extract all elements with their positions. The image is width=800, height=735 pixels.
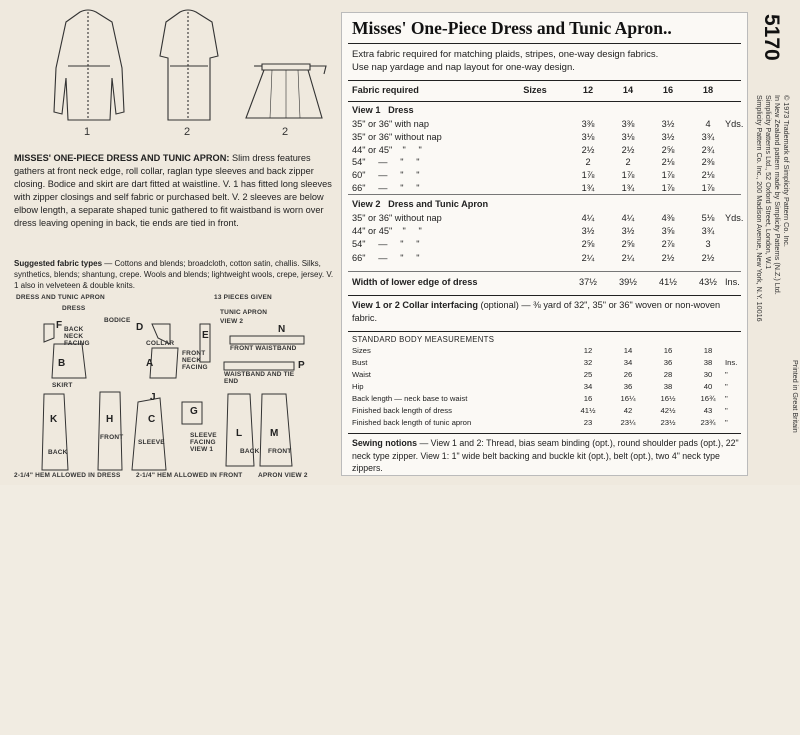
rule-header (348, 101, 741, 102)
row-label: Finished back length of dress (352, 406, 452, 415)
row-value: 2⅛ (661, 157, 675, 168)
width-lower-edge-label: Width of lower edge of dress (352, 277, 478, 287)
row-unit: " (725, 382, 728, 391)
sizes-label: Sizes (523, 85, 547, 95)
table-row (352, 394, 742, 406)
pattern-title: Misses' One-Piece Dress and Tunic Apron.. (352, 18, 672, 38)
piece-letter-e: E (202, 330, 209, 341)
label-sleeve: SLEEVE (138, 439, 165, 446)
row-label: Bust (352, 358, 368, 367)
row-value: 43 (703, 406, 713, 415)
row-value: 42½ (660, 406, 676, 415)
body-measurements-title: STANDARD BODY MEASUREMENTS (352, 335, 495, 344)
row-value: 2 (585, 157, 591, 168)
row-label: 44" or 45" " " (352, 226, 422, 237)
width-14: 39½ (619, 277, 637, 287)
row-value: 2½ (701, 252, 715, 263)
table-row (352, 213, 742, 225)
row-value: 2½ (581, 144, 595, 155)
row-value: 3⅜ (621, 119, 635, 129)
description-lead: MISSES' ONE-PIECE DRESS AND TUNIC APRON: (14, 153, 230, 163)
row-value: 3½ (581, 226, 595, 237)
row-value: 2⅝ (581, 239, 595, 250)
row-value: 3½ (661, 119, 675, 129)
row-value: 23½ (660, 418, 676, 427)
rule-interfacing (348, 331, 741, 332)
rule-view1 (348, 194, 741, 195)
piece-letter-g: G (190, 406, 198, 417)
vertical-line-5: Printed in Great Britain (791, 360, 800, 433)
row-label: 35" or 36" without nap (352, 213, 442, 223)
row-label: 60" — " " (352, 170, 420, 181)
row-value: 36 (623, 382, 633, 391)
row-value: 2 (625, 157, 631, 168)
table-row (352, 406, 742, 418)
extra-fabric-note (352, 48, 742, 74)
rule-view2 (348, 271, 741, 272)
row-value: 25 (583, 370, 593, 379)
row-value: 4¼ (581, 213, 595, 223)
label-skirt: SKIRT (52, 382, 73, 389)
row-value: 23¾ (700, 418, 716, 427)
row-value: 1¾ (621, 183, 635, 193)
row-unit: Ins. (725, 358, 738, 367)
row-value: 18 (703, 346, 713, 355)
table-row (352, 145, 742, 157)
size-col-14: 14 (622, 85, 634, 95)
pattern-number-vertical (751, 14, 797, 94)
width-12: 37½ (579, 277, 597, 287)
row-label: 44" or 45" " " (352, 144, 422, 155)
fabric-requirements-panel (341, 12, 748, 476)
piece-letter-l: L (236, 428, 243, 439)
row-label: 54" — " " (352, 239, 420, 250)
row-label: 54" — " " (352, 157, 420, 168)
row-value: 14 (623, 346, 633, 355)
label-dress: DRESS (62, 305, 86, 312)
label-collar: COLLAR (146, 340, 175, 347)
label-bodice: BODICE (104, 317, 131, 324)
interfacing-text: (optional) — ⅜ yard of 32", 35" or 36" woven or non-woven fabric. (352, 300, 721, 323)
notions-text: — View 1 and 2: Thread, bias seam binding (opt.), round shoulder pads (opt.), 22" neck type zipper. View 1: 1" wide belt backing and buckle kit (opt.), belt (opt.), two 4" neck type zippers. (352, 438, 739, 473)
sewing-notions (352, 437, 742, 475)
row-value: 4⅜ (661, 213, 675, 223)
row-label: 66" — " " (352, 183, 420, 193)
row-value: 36 (663, 358, 673, 367)
fabrics-text: — Cottons and blends; broadcloth, cotton satin, challis. Silks, synthetics, blends; shantung, crepe. Wools and blends; lightweight wools, crepe, jersey. V. 1 also in velveteen & double knits. (14, 259, 334, 290)
row-value: 16¾ (700, 394, 716, 403)
width-16: 41½ (659, 277, 677, 287)
label-front-waistband: FRONT WAISTBAND (230, 345, 297, 352)
label-apron-view2: APRON VIEW 2 (258, 472, 308, 479)
piece-letter-b: B (58, 358, 66, 369)
label-waistband-tie-end: WAISTBAND AND TIE END (224, 371, 295, 385)
figure-label-1: 1 (84, 126, 91, 138)
vertical-line-3: In New Zealand pattern made by Simplicity Patterns (N.Z.) Ltd. (773, 95, 782, 295)
table-row (352, 119, 742, 131)
row-label: 35" or 36" without nap (352, 131, 442, 142)
row-value: 16 (663, 346, 673, 355)
suggested-fabrics (14, 258, 334, 291)
fabric-header-row (352, 85, 742, 97)
view1-title-row (352, 105, 742, 117)
size-col-12: 12 (582, 85, 594, 95)
rule-body (348, 433, 741, 434)
table-row (352, 418, 742, 430)
label-back-neck-facing: BACK NECK FACING (64, 326, 90, 347)
vertical-line-4: © 1973 Trademark of Simplicity Pattern Co. Inc. (782, 95, 791, 247)
table-row (352, 382, 742, 394)
vertical-line-1: Simplicity Pattern Co. Inc., 200 Madison Avenue, New York, N.Y. 10016 (755, 95, 764, 322)
label-pieces-given: 13 PIECES GIVEN (214, 294, 272, 301)
figure-label-2: 2 (184, 126, 191, 138)
row-value: 38 (663, 382, 673, 391)
row-value: 1⅞ (621, 170, 635, 181)
table-row (352, 157, 742, 169)
row-value: 4 (705, 119, 711, 129)
garment-sketch-art (40, 8, 330, 143)
row-value: 3⅛ (581, 131, 595, 142)
row-value: 3⅜ (581, 119, 595, 129)
interfacing-lead: View 1 or 2 Collar interfacing (352, 300, 478, 310)
row-value: 16½ (660, 394, 676, 403)
row-value: 3 (705, 239, 711, 250)
size-col-18: 18 (702, 85, 714, 95)
notions-lead: Sewing notions (352, 438, 417, 448)
piece-letter-c: C (148, 414, 156, 425)
view2-title: View 2 Dress and Tunic Apron (352, 199, 489, 209)
row-value: 2½ (661, 252, 675, 263)
width-unit: Ins. (725, 277, 740, 287)
row-unit: " (725, 370, 728, 379)
view1-title: View 1 Dress (352, 105, 414, 115)
row-unit: " (725, 394, 728, 403)
label-hem-dress: 2-1/4" HEM ALLOWED IN DRESS (14, 472, 121, 479)
table-row (352, 170, 742, 182)
row-value: 3⅛ (621, 131, 635, 142)
piece-letter-h: H (106, 414, 114, 425)
row-label: 35" or 36" with nap (352, 119, 430, 129)
row-label: 66" — " " (352, 252, 420, 263)
piece-letter-n: N (278, 324, 286, 335)
pattern-number: 5170 (760, 14, 783, 61)
row-value: 1¾ (581, 183, 595, 193)
row-value: 2⅛ (701, 170, 715, 181)
extra-note-line-1: Extra fabric required for matching plaids, stripes, one-way design fabrics. (352, 49, 659, 60)
view2-title-row (352, 199, 742, 211)
row-value: 2⅝ (661, 144, 675, 155)
row-value: 34 (623, 358, 633, 367)
piece-letter-a: A (146, 358, 154, 369)
pattern-description (14, 152, 334, 231)
row-value: 23¼ (620, 418, 636, 427)
row-value: 16¼ (620, 394, 636, 403)
table-row (352, 239, 742, 251)
piece-letter-p: P (298, 360, 305, 371)
row-value: 38 (703, 358, 713, 367)
row-label: Finished back length of tunic apron (352, 418, 472, 427)
table-row (352, 226, 742, 238)
label-hem-front: 2-1/4" HEM ALLOWED IN FRONT (136, 472, 243, 479)
row-value: 5⅛ (701, 213, 715, 223)
width-18: 43½ (699, 277, 717, 287)
row-label: Sizes (352, 346, 371, 355)
vertical-text-col-5 (788, 360, 800, 735)
row-value: 28 (663, 370, 673, 379)
piece-letter-m: M (270, 428, 279, 439)
table-row (352, 370, 742, 382)
row-value: 2¾ (701, 144, 715, 155)
row-value: 2¼ (621, 252, 635, 263)
garment-sketches (40, 8, 330, 143)
rule-extra (348, 80, 741, 81)
pattern-pieces-diagram (14, 294, 334, 479)
row-value: 23 (583, 418, 593, 427)
row-value: 3¾ (701, 131, 715, 142)
fabrics-lead: Suggested fabric types (14, 259, 103, 268)
row-unit: Yds. (725, 213, 744, 223)
row-value: 1⅞ (661, 183, 675, 193)
row-label: Waist (352, 370, 371, 379)
rule-width (348, 295, 741, 296)
row-unit: Yds. (725, 119, 744, 129)
row-label: Hip (352, 382, 364, 391)
row-value: 12 (583, 346, 593, 355)
piece-letter-j: J (150, 392, 156, 403)
fabric-required-label: Fabric required (352, 85, 419, 95)
size-col-16: 16 (662, 85, 674, 95)
label-front-apron: FRONT (268, 448, 292, 455)
description-text: Slim dress features gathers at front neck edge, roll collar, raglan type sleeves and back zipper closing. Bodice and skirt are dart fitted at waistline. V. 1 has fitted long sleeves with zipper closings and self fabric or purchased belt. V. 2 sleeves are below elbow length, a separate shaped tunic gathered to fit waistband is worn over dress leaving opening in back, tie ends are tied in front. (14, 153, 332, 229)
row-value: 41½ (580, 406, 596, 415)
row-value: 2½ (621, 144, 635, 155)
piece-letter-f: F (56, 320, 63, 331)
row-value: 2⅝ (621, 239, 635, 250)
label-back: BACK (48, 449, 68, 456)
row-value: 3⅝ (661, 226, 675, 237)
label-front-skirt: FRONT (100, 434, 124, 441)
row-label: Back length — neck base to waist (352, 394, 468, 403)
row-value: 30 (703, 370, 713, 379)
table-row (352, 358, 742, 370)
piece-letter-d: D (136, 322, 144, 333)
width-lower-edge-row (352, 277, 742, 289)
row-value: 1⅞ (661, 170, 675, 181)
label-dress-tunic-apron: DRESS AND TUNIC APRON (16, 294, 105, 301)
extra-note-line-2: Use nap yardage and nap layout for one-way design. (352, 62, 575, 73)
row-unit: " (725, 418, 728, 427)
label-back-apron: BACK (240, 448, 260, 455)
table-row (352, 253, 742, 265)
row-value: 3½ (621, 226, 635, 237)
row-value: 2⅜ (701, 157, 715, 168)
row-value: 32 (583, 358, 593, 367)
row-value: 34 (583, 382, 593, 391)
collar-interfacing (352, 299, 742, 325)
piece-letter-k: K (50, 414, 58, 425)
label-front-neck-facing: FRONT NECK FACING (182, 350, 208, 371)
row-value: 1⅞ (581, 170, 595, 181)
row-value: 2⅞ (661, 239, 675, 250)
figure-label-apron: 2 (282, 126, 289, 138)
table-row (352, 346, 742, 358)
row-value: 42 (623, 406, 633, 415)
label-view-2: VIEW 2 (220, 318, 244, 325)
table-row (352, 132, 742, 144)
label-sleeve-facing: SLEEVE FACING VIEW 1 (190, 432, 217, 453)
vertical-line-2: Simplicity Patterns Ltd., 52 Oxford Street, London, W.1 (764, 95, 773, 270)
row-value: 4¼ (621, 213, 635, 223)
row-value: 2¼ (581, 252, 595, 263)
label-tunic-apron: TUNIC APRON (220, 309, 268, 316)
row-value: 3¾ (701, 226, 715, 237)
row-value: 40 (703, 382, 713, 391)
row-unit: " (725, 406, 728, 415)
rule-title (348, 43, 741, 44)
row-value: 16 (583, 394, 593, 403)
row-value: 26 (623, 370, 633, 379)
row-value: 3½ (661, 131, 675, 142)
row-value: 1⅞ (701, 183, 715, 193)
